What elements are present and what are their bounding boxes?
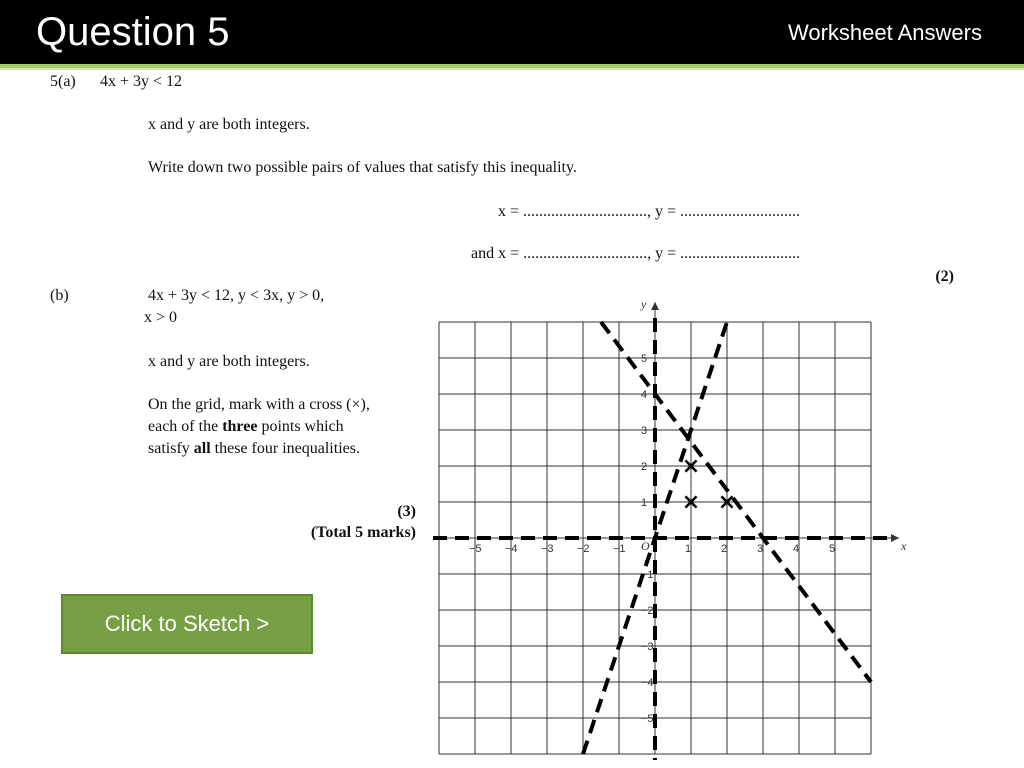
part-a-answer-line-2: and x = ..............................., y = .............................. [471, 245, 801, 262]
page-title: Question 5 [36, 10, 230, 54]
y-tick-label: 2 [641, 461, 648, 473]
accent-bar-light [0, 68, 1024, 70]
x-axis-arrow [891, 534, 899, 542]
part-a-inequality: 4x + 3y < 12 [100, 73, 183, 90]
y-tick-label: −2 [641, 605, 654, 617]
part-b-instruction-line3: satisfy all these four inequalities. [148, 440, 360, 457]
part-a-answer-line-1: x = ..............................., y = .............................. [498, 203, 801, 220]
y-tick-label: −5 [641, 713, 654, 725]
x-tick-label: 2 [721, 543, 728, 555]
y-tick-label: 4 [641, 389, 648, 401]
part-b-marks: (3) [397, 503, 416, 520]
part-a-marks: (2) [935, 268, 954, 285]
x-tick-label: −4 [505, 543, 518, 555]
solution-cross: × [717, 490, 737, 515]
total-marks: (Total 5 marks) [310, 524, 416, 541]
part-b-label: (b) [50, 287, 69, 304]
y-tick-label: 3 [641, 425, 648, 437]
y-tick-label: 1 [641, 497, 648, 509]
solution-cross: × [681, 454, 701, 479]
x-tick-label: −5 [469, 543, 482, 555]
part-b-inequalities-line1: 4x + 3y < 12, y < 3x, y > 0, [148, 287, 325, 304]
x-tick-label: 3 [757, 543, 764, 555]
y-tick-label: −3 [641, 641, 654, 653]
y-axis-label: y [641, 297, 647, 311]
click-to-sketch-button[interactable]: Click to Sketch > [61, 594, 313, 654]
solution-cross: × [681, 490, 701, 515]
origin-label: O [641, 539, 650, 553]
part-a-integers-note: x and y are both integers. [148, 116, 310, 133]
part-b-inequalities-line2: x > 0 [144, 309, 178, 326]
x-tick-label: 4 [793, 543, 800, 555]
x-tick-label: 5 [829, 543, 836, 555]
x-tick-label: −1 [613, 543, 626, 555]
coordinate-grid [430, 290, 910, 768]
part-a-instruction: Write down two possible pairs of values that satisfy this inequality. [148, 159, 577, 176]
header-bar [0, 0, 1024, 64]
y-tick-label: −1 [641, 569, 654, 581]
x-tick-label: −3 [541, 543, 554, 555]
y-tick-label: −4 [641, 677, 654, 689]
part-b-instruction-line1: On the grid, mark with a cross (×), [148, 396, 370, 413]
part-b-instruction-line2: each of the three points which [148, 418, 344, 435]
x-tick-label: 1 [685, 543, 692, 555]
emphasis-three: three [222, 418, 258, 435]
y-axis-arrow [651, 302, 659, 310]
part-b-integers-note: x and y are both integers. [148, 353, 310, 370]
x-tick-label: −2 [577, 543, 590, 555]
y-tick-label: 5 [641, 353, 648, 365]
x-axis-label: x [901, 539, 907, 553]
page-subtitle: Worksheet Answers [787, 20, 982, 45]
emphasis-all: all [193, 440, 211, 457]
part-a-label: 5(a) [50, 73, 76, 90]
